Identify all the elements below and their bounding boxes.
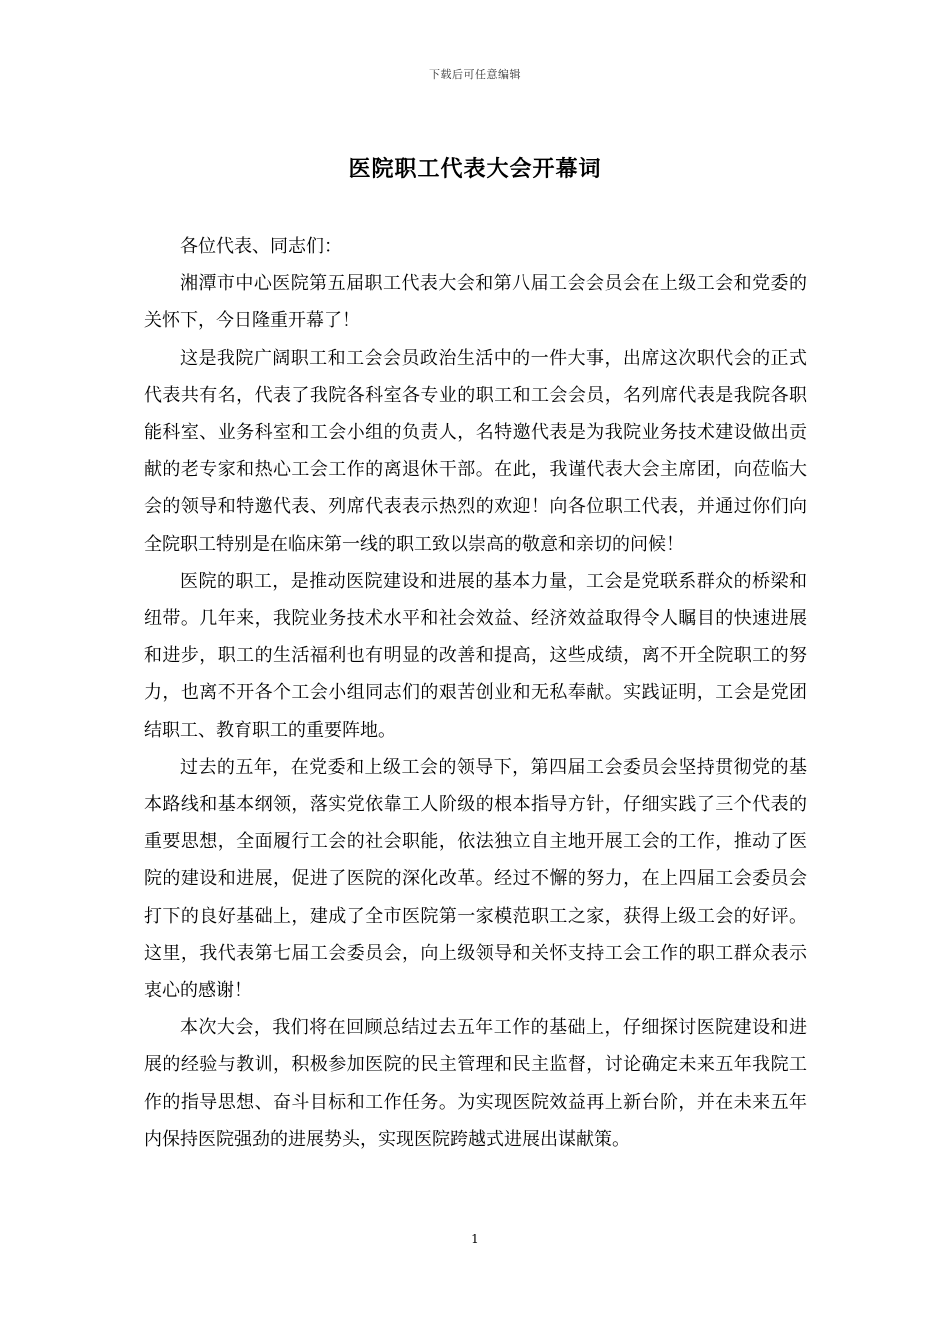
document-body xyxy=(144,228,807,1158)
page-number: 1 xyxy=(471,1232,479,1246)
paragraph: 本次大会，我们将在回顾总结过去五年工作的基础上，仔细探讨医院建设和进展的经验与教训，积极参加医院的民主管理和民主监督，讨论确定未来五年我院工作的指导思想、奋斗目标和工作任务。为实现医院效益再上新台阶，并在未来五年内保持医院强劲的进展势头，实现医院跨越式进展出谋献策。 xyxy=(144,1017,807,1150)
paragraph: 过去的五年，在党委和上级工会的领导下，第四届工会委员会坚持贯彻党的基本路线和基本纲领，落实党依靠工人阶级的根本指导方针，仔细实践了三个代表的重要思想，全面履行工会的社会职能，依法独立自主地开展工会的工作，推动了医院的建设和进展，促进了医院的深化改革。经过不懈的努力，在上四届工会委员会打下的良好基础上，建成了全市医院第一家模范职工之家，获得上级工会的好评。这里，我代表第七届工会委员会，向上级领导和关怀支持工会工作的职工群众表示衷心的感谢！ xyxy=(144,756,807,1002)
paragraph: 医院的职工，是推动医院建设和进展的基本力量，工会是党联系群众的桥梁和纽带。几年来，我院业务技术水平和社会效益、经济效益取得令人瞩目的快速进展和进步，职工的生活福利也有明显的改善和提高，这些成绩，离不开全院职工的努力，也离不开各个工会小组同志们的艰苦创业和无私奉献。实践证明，工会是党团结职工、教育职工的重要阵地。 xyxy=(144,570,807,741)
salutation: 各位代表、同志们： xyxy=(180,236,342,257)
paragraph: 湘潭市中心医院第五届职工代表大会和第八届工会会员会在上级工会和党委的关怀下，今日隆重开幕了！ xyxy=(144,273,807,332)
document-title: 医院职工代表大会开幕词 xyxy=(348,156,602,182)
paragraph: 这是我院广阔职工和工会会员政治生活中的一件大事，出席这次职代会的正式代表共有名，代表了我院各科室各专业的职工和工会会员，名列席代表是我院各职能科室、业务科室和工会小组的负责人，名特邀代表是为我院业务技术建设做出贡献的老专家和热心工会工作的离退休干部。在此，我谨代表大会主席团，向莅临大会的领导和特邀代表、列席代表表示热烈的欢迎！向各位职工代表，并通过你们向全院职工特别是在临床第一线的职工致以崇高的敬意和亲切的问候！ xyxy=(144,347,807,555)
header-note: 下载后可任意编辑 xyxy=(429,68,521,81)
